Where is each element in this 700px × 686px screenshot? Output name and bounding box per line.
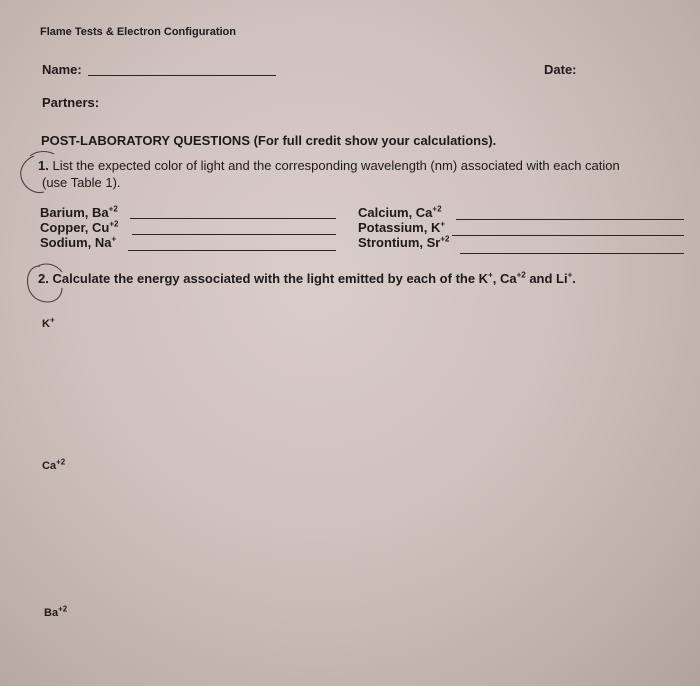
question-1-text-continued: (use Table 1). — [42, 175, 121, 190]
question-1 — [38, 158, 620, 173]
cation-potassium-label: Potassium, K+ — [358, 219, 446, 235]
question-2-number: 2. — [38, 271, 49, 286]
answer-label-potassium: K+ — [42, 315, 55, 330]
cation-sodium-answer-line — [128, 237, 336, 251]
cation-strontium-answer-line — [460, 240, 684, 254]
answer-label-calcium: $Ca^{+2}$ — [42, 457, 66, 472]
question-1-text: List the expected color of light and the corresponding wavelength (nm) associated with each cation — [52, 158, 620, 173]
cation-potassium-answer-line — [452, 222, 684, 236]
name-line — [88, 62, 276, 76]
cation-strontium-label: Strontium, $Sr^{+2}$ — [358, 234, 450, 250]
question-2-text: Calculate the energy associated with the light emitted by each of the K+, $Ca^{+2}$ and Li+. — [52, 270, 576, 286]
cation-barium-label: Barium, $Ba^{+2}$ — [40, 204, 118, 220]
worksheet-title: Flame Tests & Electron Configuration — [40, 26, 236, 38]
partners-label: Partners: — [42, 95, 100, 110]
name-label: Name: — [42, 62, 82, 77]
date-label: Date: — [544, 62, 577, 77]
cation-copper-label: Copper, $Cu^{+2}$ — [40, 219, 119, 235]
cation-barium-answer-line — [130, 205, 336, 219]
cation-calcium-answer-line — [456, 206, 684, 220]
post-lab-heading: POST-LABORATORY QUESTIONS (For full credit show your calculations). — [41, 133, 497, 148]
question-2 — [38, 271, 576, 286]
answer-label-barium: $Ba^{+2}$ — [44, 604, 68, 619]
cation-sodium-label: Sodium, Na+ — [40, 234, 117, 250]
cation-calcium-label: Calcium, $Ca^{+2}$ — [358, 204, 442, 220]
question-1-number: 1. — [38, 158, 49, 173]
cation-copper-answer-line — [132, 221, 336, 235]
